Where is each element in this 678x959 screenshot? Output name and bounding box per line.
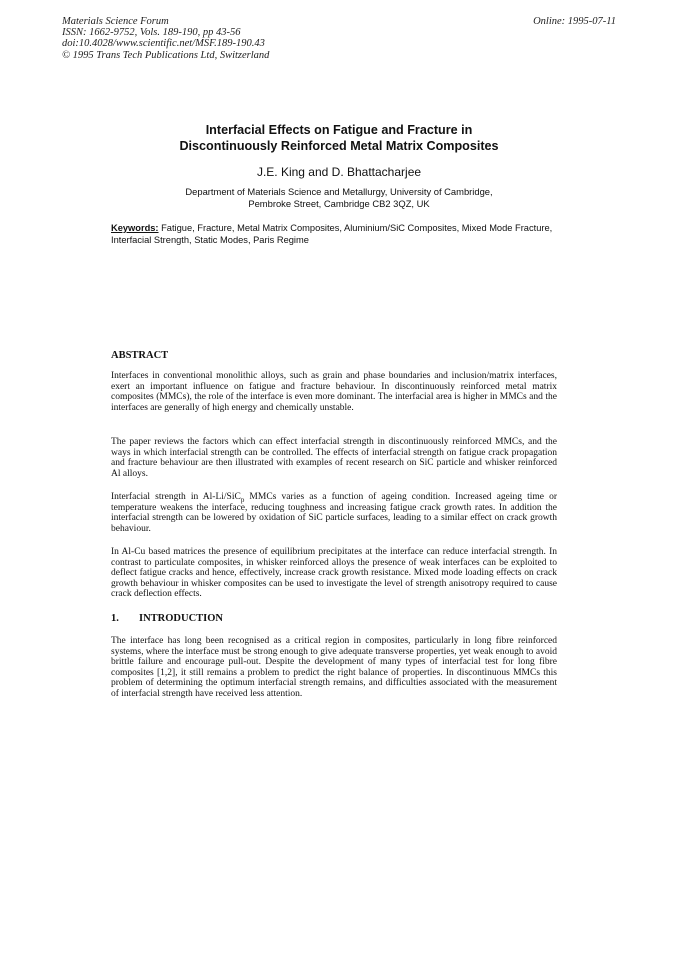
- abstract-paragraph-3: [111, 492, 557, 534]
- keywords-block: [111, 222, 571, 246]
- keywords-label: Keywords:: [111, 223, 159, 233]
- paper-affiliation: [0, 186, 678, 210]
- paper-title-line-1: Interfacial Effects on Fatigue and Fracture in: [205, 123, 473, 137]
- online-date: Online: 1995-07-11: [533, 16, 616, 27]
- abstract-p3-start: Interfacial strength in Al-Li/SiC: [111, 492, 241, 502]
- abstract-p3-subscript: p: [240, 495, 245, 504]
- abstract-paragraph-2: The paper reviews the factors which can effect interfacial strength in discontinuously reinforced MMCs, and the ways in which interfacial strength can be controlled. The effects of interfacial strength on fatigue crack propagation and fracture behaviour are then illustrated with examples of recent research on SiC particle and whisker reinforced Al alloys.: [111, 437, 557, 479]
- paper-authors: J.E. King and D. Bhattacharjee: [256, 165, 422, 179]
- journal-issn: ISSN: 1662-9752, Vols. 189-190, pp 43-56: [62, 27, 241, 39]
- affiliation-line-2: Pembroke Street, Cambridge CB2 3QZ, UK: [248, 198, 430, 209]
- introduction-paragraph-1: The interface has long been recognised as a critical region in composites, particularly in long fibre reinforced systems, where the interface must be strong enough to give adequate transverse properties, yet weak enough to avoid brittle failure and encourage pull-out. Despite the development of many types of interfacial test for long fibre composites [1,2], it still remains a problem to predict the right balance of properties. In discontinuous MMCs this problem of determining the optimum interfacial strength remains, and difficulties associated with the measurement of interfacial strength have received less attention.: [111, 636, 557, 699]
- affiliation-line-1: Department of Materials Science and Metallurgy, University of Cambridge,: [185, 186, 493, 197]
- introduction-heading: [111, 613, 223, 624]
- abstract-paragraph-4: In Al-Cu based matrices the presence of equilibrium precipitates at the interface can reduce interfacial strength. In contrast to particulate composites, in whisker reinforced alloys the presence of weak interfaces can be exploited to deflect fatigue cracks and hence, effectively, increase crack growth resistance. Mixed mode loading effects on crack growth behaviour in whisker composites can be used to investigate the level of strength anisotropy required to cause crack deflection effects.: [111, 547, 557, 600]
- abstract-p3-rest: MMCs varies as a function of ageing condition. Increased ageing time or temperature weakens the interface, reducing toughness and increasing fatigue crack growth rates. In addition the interfacial strength can be lowered by oxidation of SiC particle surfaces, leading to a similar effect on crack growth behaviour.: [111, 492, 557, 534]
- section-title: INTRODUCTION: [139, 613, 224, 624]
- section-number: 1.: [111, 613, 119, 624]
- journal-name: Materials Science Forum: [62, 16, 169, 27]
- paper-title-line-2: Discontinuously Reinforced Metal Matrix Composites: [179, 139, 499, 153]
- journal-doi: doi:10.4028/www.scientific.net/MSF.189-190.43: [62, 38, 265, 50]
- journal-header: [62, 16, 269, 61]
- abstract-heading: ABSTRACT: [111, 350, 169, 361]
- paper-title: [0, 122, 678, 154]
- keywords-text: Fatigue, Fracture, Metal Matrix Composites, Aluminium/SiC Composites, Mixed Mode Fracture, Interfacial Strength, Static Modes, Paris Regime: [111, 223, 553, 245]
- journal-copyright: © 1995 Trans Tech Publications Ltd, Switzerland: [62, 49, 270, 61]
- abstract-paragraph-1: Interfaces in conventional monolithic alloys, such as grain and phase boundaries and inclusion/matrix interfaces, exert an important influence on fatigue and fracture behaviour. In discontinuously reinforced metal matrix composites (MMCs), the role of the interface is even more dominant. The interfacial area is higher in MMCs and the interfaces are generally of high energy and chemically unstable.: [111, 371, 557, 413]
